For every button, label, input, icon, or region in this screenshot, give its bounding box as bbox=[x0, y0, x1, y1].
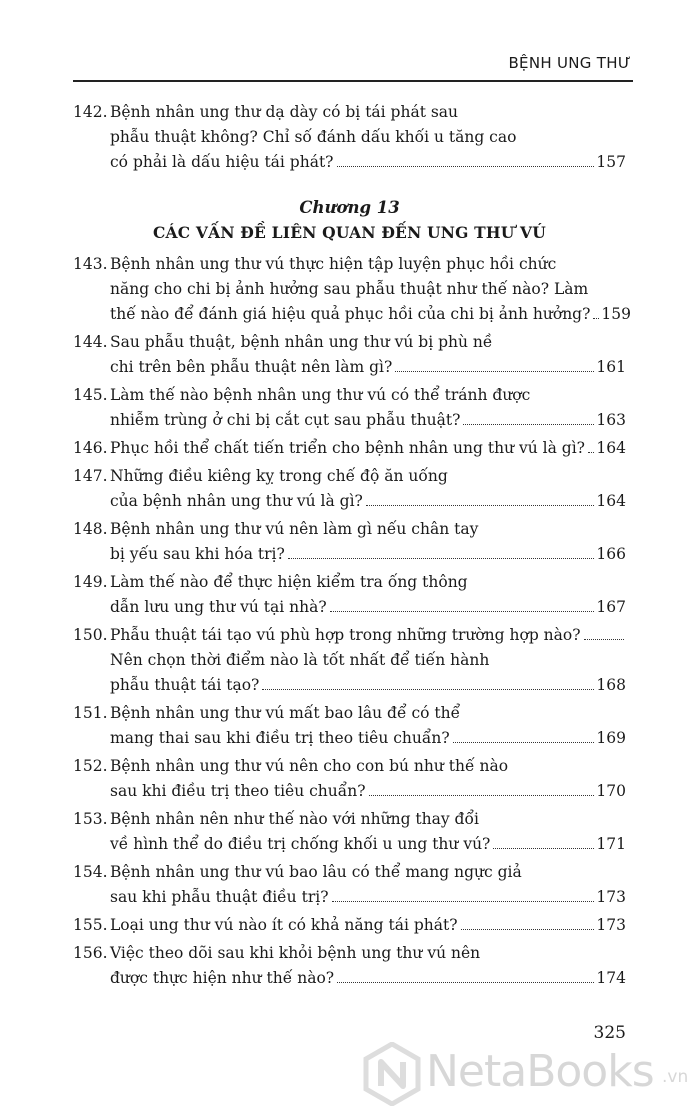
entry-page: 173 bbox=[596, 916, 626, 934]
entry-page: 157 bbox=[596, 153, 626, 171]
entry-number: 147. bbox=[73, 467, 108, 485]
entry-text: có phải là dấu hiệu tái phát? bbox=[110, 153, 334, 171]
toc-entry-152[interactable] bbox=[73, 754, 626, 804]
entry-text: mang thai sau khi điều trị theo tiêu chuẩn? bbox=[110, 729, 450, 747]
dot-leader bbox=[330, 611, 595, 612]
netabooks-logo-icon bbox=[362, 1042, 422, 1106]
entry-text: nhiễm trùng ở chi bị cắt cụt sau phẫu thuật? bbox=[110, 411, 461, 429]
toc-entry-142[interactable] bbox=[73, 100, 626, 175]
watermark-text: NetaBooks bbox=[426, 1046, 654, 1097]
entry-text: về hình thể do điều trị chống khối u ung thư vú? bbox=[110, 835, 491, 853]
entry-text: bị yếu sau khi hóa trị? bbox=[110, 545, 285, 563]
toc-entry-151[interactable] bbox=[73, 701, 626, 751]
dot-leader bbox=[366, 505, 595, 506]
entry-text: Việc theo dõi sau khi khỏi bệnh ung thư vú nên bbox=[110, 944, 481, 962]
toc-entry-147[interactable] bbox=[73, 464, 626, 514]
entry-text: Làm thế nào bệnh nhân ung thư vú có thể tránh được bbox=[110, 386, 531, 404]
entry-number: 152. bbox=[73, 757, 108, 775]
entry-text: Sau phẫu thuật, bệnh nhân ung thư vú bị phù nề bbox=[110, 333, 493, 351]
dot-leader bbox=[262, 689, 594, 690]
dot-leader bbox=[593, 318, 599, 319]
entry-page: 167 bbox=[596, 598, 626, 616]
entry-page: 163 bbox=[596, 411, 626, 429]
toc-entry-143[interactable] bbox=[73, 252, 632, 327]
entry-text: của bệnh nhân ung thư vú là gì? bbox=[110, 492, 363, 510]
entry-text: Phẫu thuật tái tạo vú phù hợp trong những trường hợp nào? bbox=[110, 626, 581, 644]
entry-text: dẫn lưu ung thư vú tại nhà? bbox=[110, 598, 327, 616]
entry-text: chi trên bên phẫu thuật nên làm gì? bbox=[110, 358, 393, 376]
toc-entry-154[interactable] bbox=[73, 860, 626, 910]
entry-text: sau khi điều trị theo tiêu chuẩn? bbox=[110, 782, 366, 800]
toc-entry-153[interactable] bbox=[73, 807, 626, 857]
dot-leader bbox=[395, 371, 594, 372]
dot-leader bbox=[588, 452, 594, 453]
dot-leader bbox=[461, 929, 595, 930]
header-title: BỆNH UNG THƯ bbox=[508, 54, 631, 72]
entry-text: Bệnh nhân ung thư vú mất bao lâu để có thể bbox=[110, 704, 461, 722]
entry-text: Bệnh nhân ung thư vú nên làm gì nếu chân tay bbox=[110, 520, 479, 538]
entry-text: Bệnh nhân ung thư dạ dày có bị tái phát sau bbox=[110, 103, 459, 121]
entry-text: Bệnh nhân ung thư vú nên cho con bú như thế nào bbox=[110, 757, 509, 775]
entry-text: phẫu thuật không? Chỉ số đánh dấu khối u tăng cao bbox=[110, 128, 517, 146]
entry-text: năng cho chi bị ảnh hưởng sau phẫu thuật như thế nào? Làm bbox=[110, 280, 589, 298]
entry-text: Bệnh nhân ung thư vú thực hiện tập luyện phục hồi chức bbox=[110, 255, 557, 273]
entry-page: 166 bbox=[596, 545, 626, 563]
entry-page: 161 bbox=[596, 358, 626, 376]
entry-text: Bệnh nhân ung thư vú bao lâu có thể mang ngực giả bbox=[110, 863, 522, 881]
entry-number: 153. bbox=[73, 810, 108, 828]
entry-number: 146. bbox=[73, 439, 108, 457]
entry-number: 143. bbox=[73, 255, 108, 273]
toc-entry-149[interactable] bbox=[73, 570, 626, 620]
entry-text: Những điều kiêng kỵ trong chế độ ăn uống bbox=[110, 467, 448, 485]
entry-number: 154. bbox=[73, 863, 108, 881]
entry-text: Nên chọn thời điểm nào là tốt nhất để tiến hành bbox=[110, 651, 490, 669]
table-of-contents bbox=[73, 100, 632, 991]
entry-text: Bệnh nhân nên như thế nào với những thay đổi bbox=[110, 810, 479, 828]
entry-page: 169 bbox=[596, 729, 626, 747]
toc-entry-155[interactable] bbox=[73, 913, 626, 938]
entry-number: 144. bbox=[73, 333, 108, 351]
watermark-suffix: .vn bbox=[662, 1067, 689, 1087]
dot-leader bbox=[493, 848, 594, 849]
dot-leader bbox=[453, 742, 595, 743]
dot-leader bbox=[332, 901, 595, 902]
entry-number: 148. bbox=[73, 520, 108, 538]
chapter-heading bbox=[73, 195, 626, 246]
entry-page: 171 bbox=[596, 835, 626, 853]
toc-entry-148[interactable] bbox=[73, 517, 626, 567]
toc-entry-145[interactable] bbox=[73, 383, 626, 433]
entry-number: 151. bbox=[73, 704, 108, 722]
dot-leader bbox=[337, 982, 594, 983]
toc-entry-146[interactable] bbox=[73, 436, 626, 461]
dot-leader bbox=[288, 558, 595, 559]
entry-number: 145. bbox=[73, 386, 108, 404]
entry-text: Loại ung thư vú nào ít có khả năng tái phát? bbox=[110, 916, 458, 934]
entry-number: 156. bbox=[73, 944, 108, 962]
running-header bbox=[73, 50, 633, 82]
dot-leader bbox=[369, 795, 595, 796]
entry-number: 149. bbox=[73, 573, 108, 591]
entry-page: 174 bbox=[596, 969, 626, 987]
entry-page: 164 bbox=[596, 439, 626, 457]
entry-text: phẫu thuật tái tạo? bbox=[110, 676, 260, 694]
entry-page: 170 bbox=[596, 782, 626, 800]
entry-page: 173 bbox=[596, 888, 626, 906]
entry-number: 150. bbox=[73, 626, 108, 644]
chapter-title: CÁC VẤN ĐỀ LIÊN QUAN ĐẾN UNG THƯ VÚ bbox=[152, 223, 546, 242]
entry-text: Phục hồi thể chất tiến triển cho bệnh nhân ung thư vú là gì? bbox=[110, 439, 585, 457]
entry-text: thế nào để đánh giá hiệu quả phục hồi của chi bị ảnh hưởng? bbox=[110, 305, 591, 323]
entry-page: 159 bbox=[601, 305, 632, 323]
entry-text: sau khi phẫu thuật điều trị? bbox=[110, 888, 329, 906]
dot-leader bbox=[463, 424, 594, 425]
entry-page: 164 bbox=[596, 492, 626, 510]
entry-page: 168 bbox=[596, 676, 626, 694]
watermark bbox=[362, 1042, 692, 1112]
page-number: 325 bbox=[593, 1023, 626, 1043]
entry-text: được thực hiện như thế nào? bbox=[110, 969, 335, 987]
dot-leader bbox=[584, 639, 624, 640]
toc-entry-150[interactable] bbox=[73, 623, 626, 698]
toc-entry-156[interactable] bbox=[73, 941, 626, 991]
entry-number: 155. bbox=[73, 916, 108, 934]
toc-entry-144[interactable] bbox=[73, 330, 626, 380]
dot-leader bbox=[337, 166, 595, 167]
chapter-label: Chương 13 bbox=[299, 198, 400, 217]
entry-number: 142. bbox=[73, 103, 108, 121]
entry-text: Làm thế nào để thực hiện kiểm tra ống thông bbox=[110, 573, 468, 591]
